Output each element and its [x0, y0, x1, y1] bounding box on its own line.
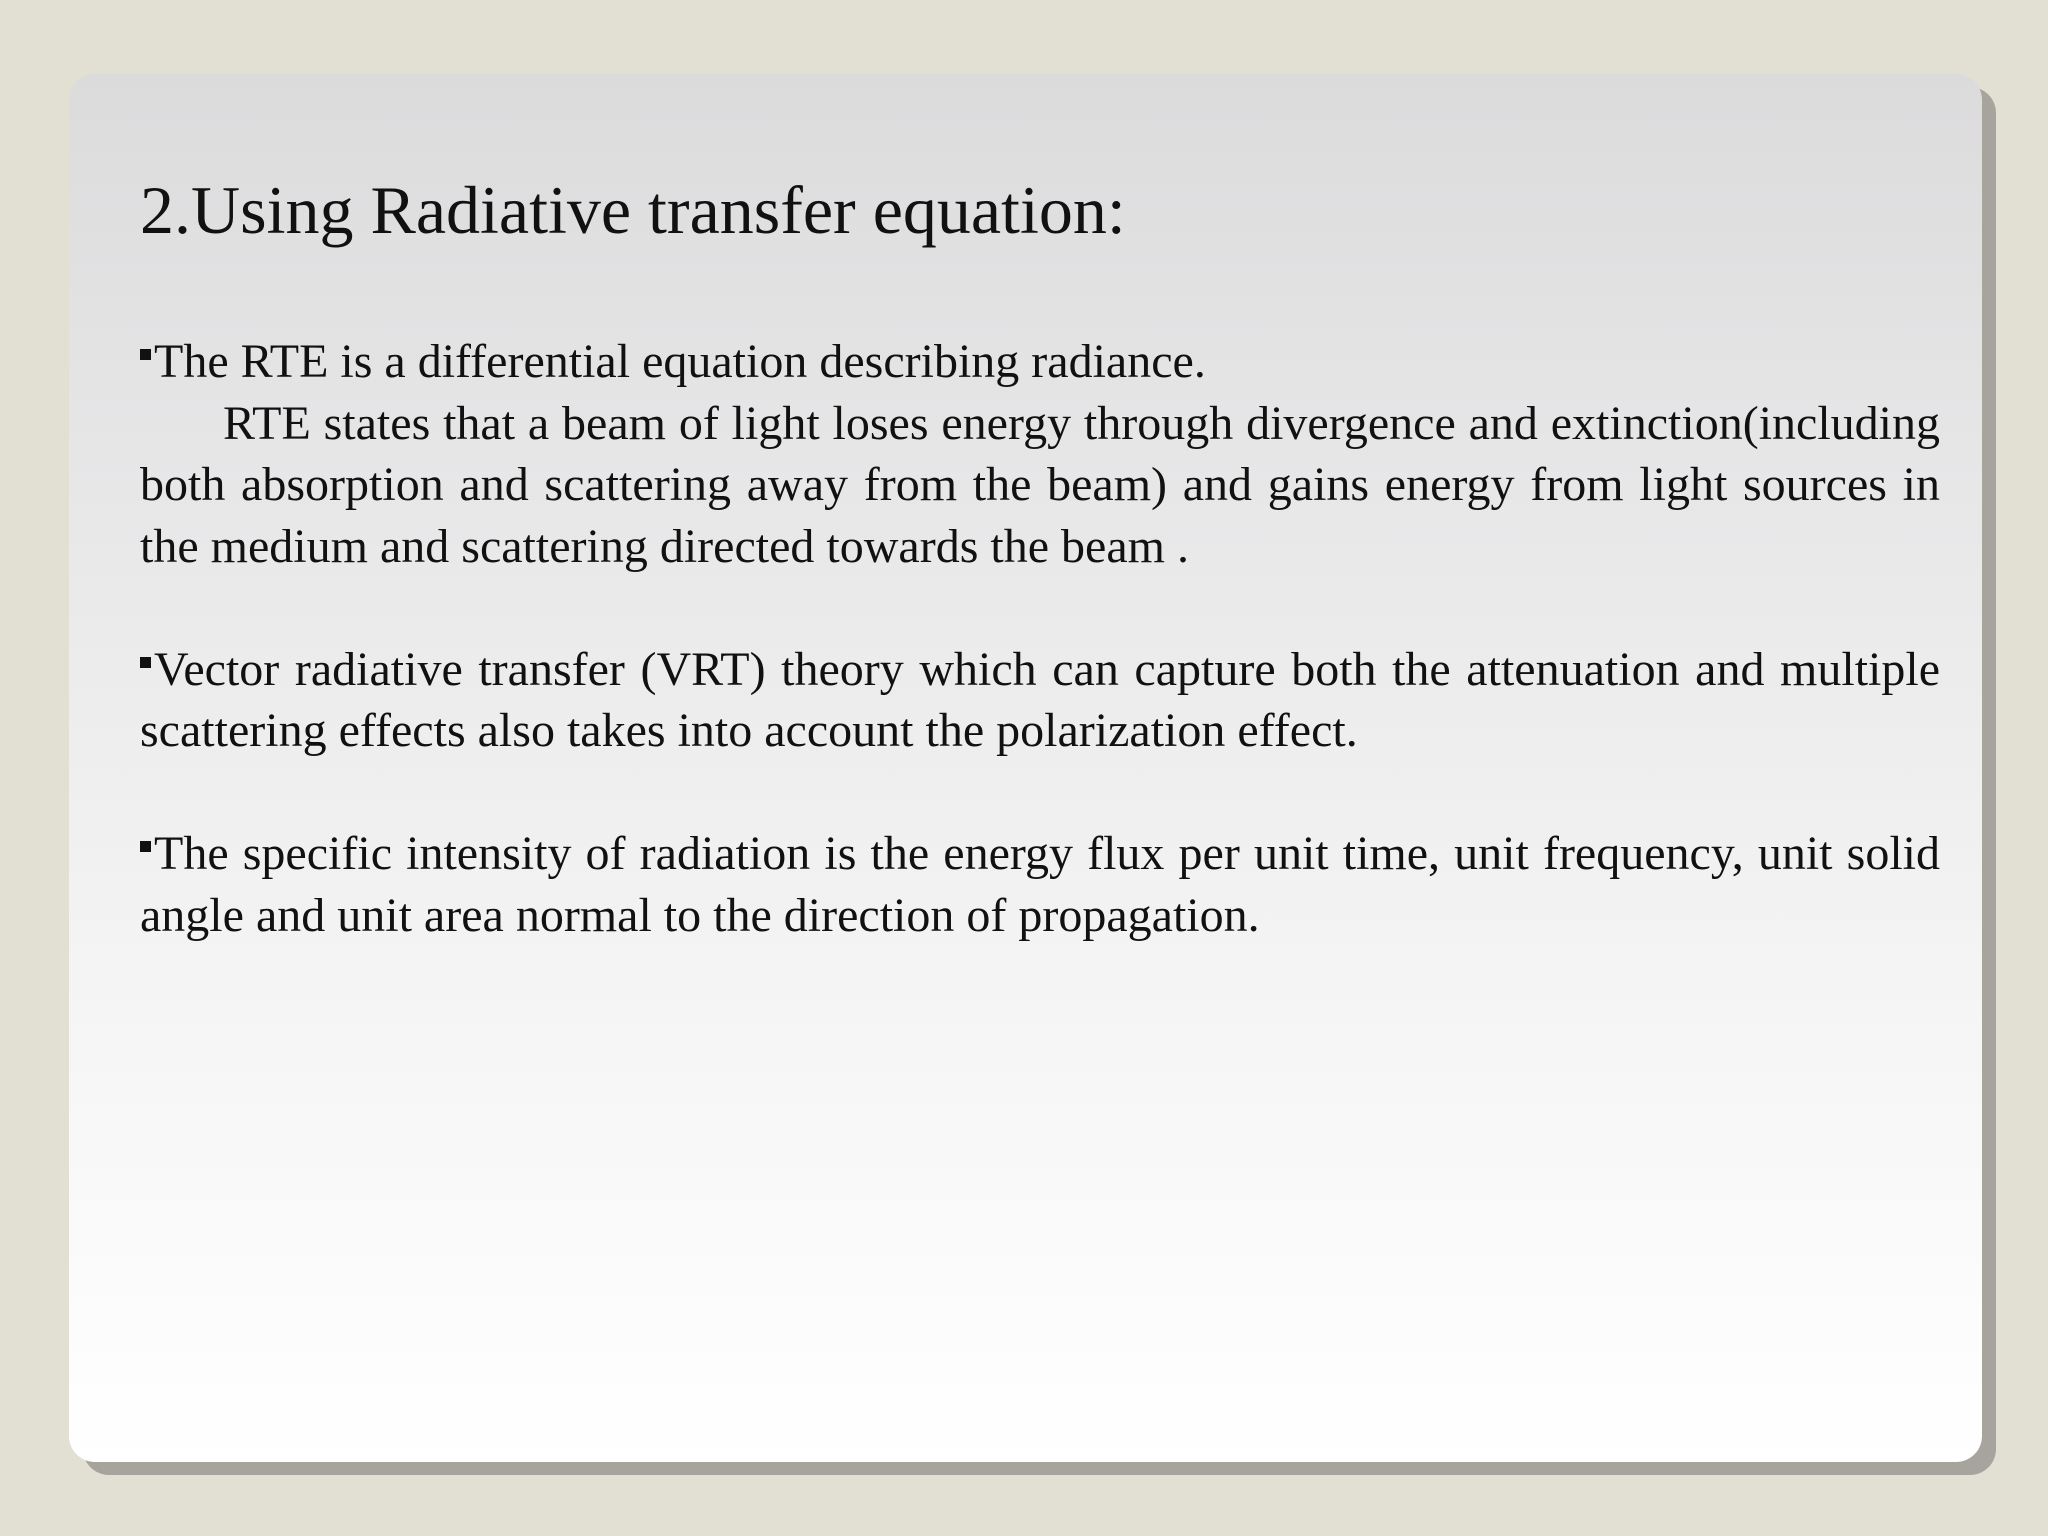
bullet-point-1	[140, 331, 1940, 393]
bullet-point-3	[140, 823, 1940, 946]
bullet-point-2	[140, 639, 1940, 762]
square-bullet-icon	[140, 657, 151, 668]
bullet-point-2-text: Vector radiative transfer (VRT) theory which can capture both the attenuation and multiple scattering effects also takes into account the polarization effect.	[140, 642, 1940, 757]
bullet-point-1-continuation	[140, 393, 1940, 578]
slide-body	[140, 331, 1940, 946]
bullet-point-1-continuation-text: RTE states that a beam of light loses energy through divergence and extinction(including both absorption and scattering away from the beam) and gains energy from light sources in the medium and scattering directed towards the beam .	[140, 396, 1940, 573]
square-bullet-icon	[140, 841, 151, 852]
slide-title: 2.Using Radiative transfer equation:	[140, 172, 1126, 248]
bullet-point-1-text: The RTE is a differential equation describing radiance.	[154, 335, 1206, 388]
square-bullet-icon	[140, 349, 151, 360]
bullet-point-3-text: The specific intensity of radiation is the energy flux per unit time, unit frequency, unit solid angle and unit area normal to the direction of propagation.	[140, 827, 1940, 942]
